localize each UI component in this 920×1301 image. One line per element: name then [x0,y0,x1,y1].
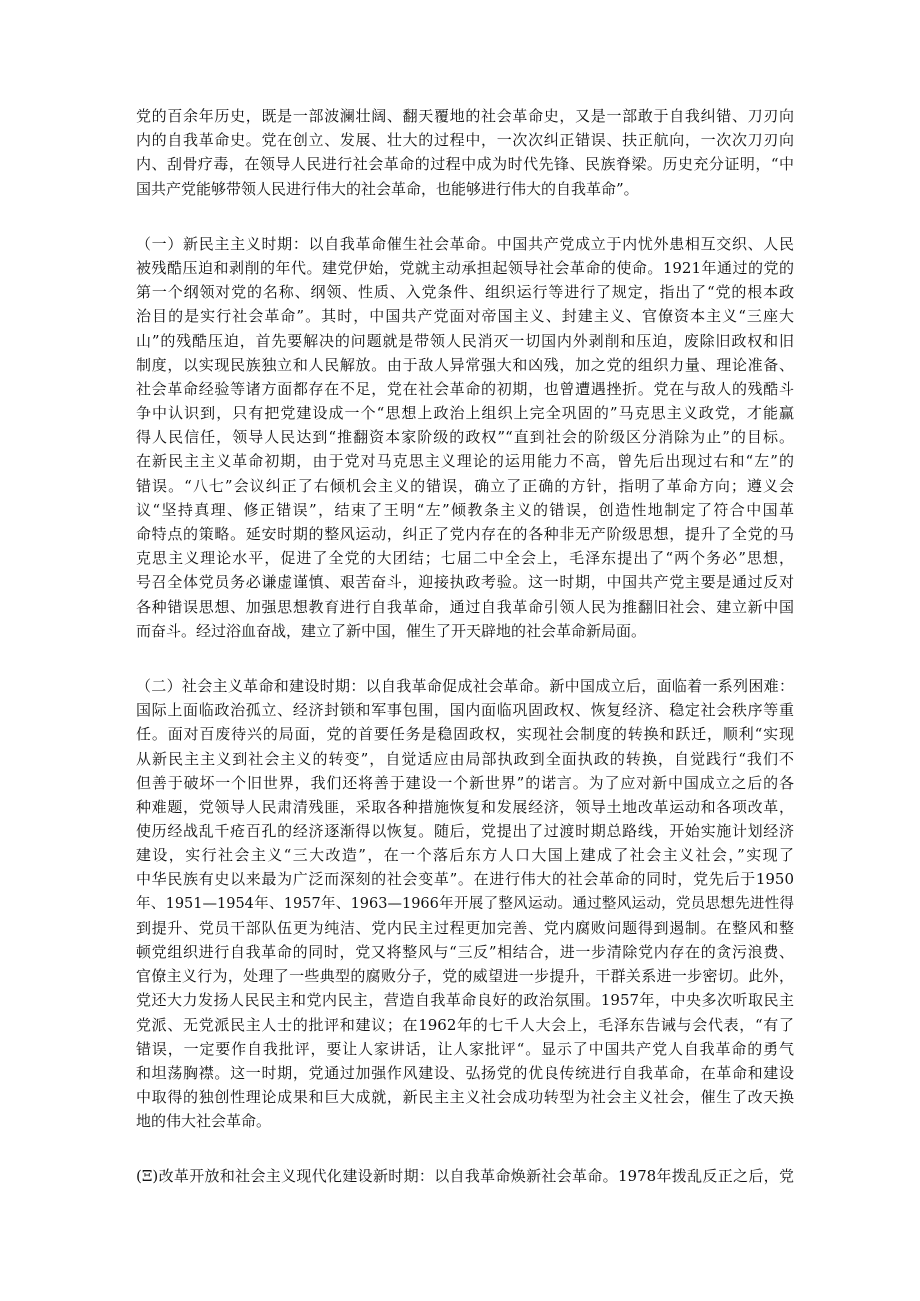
text-line: 制度，以实现民族独立和人民解放。由于敌人异常强大和凶残，加之党的组织力量、理论准备、 [136,355,794,374]
text-line: 种难题，党领导人民肃清残匪，采取各种措施恢复和发展经济，领导土地改革运动和各项改革， [136,797,794,816]
text-line: 和坦荡胸襟。这一时期，党通过加强作风建设、弘扬党的优良传统进行自我革命，在革命和建设 [136,1063,794,1082]
text-line: 官僚主义行为，处理了一些典型的腐败分子，党的威望进一步提升，干群关系进一步密切。此外， [136,967,794,986]
text-line: 国际上面临政治孤立、经济封锁和军事包围，国内面临巩固政权、恢复经济、稳定社会秩序等重 [136,701,794,720]
text-line: 命特点的策略。延安时期的整风运动，纠正了党内存在的各种非无产阶级思想，提升了全党的马 [136,525,794,543]
text-line: 党的百余年历史，既是一部波澜壮阔、翻天覆地的社会革命史，又是一部敢于自我纠错、刀刃向 [136,107,794,125]
text-line: 年、1951—1954年、1957年、1963—1966年开展了整风运动。通过整风运动，党员思想先进性得 [136,895,794,912]
text-line: 顿党组织进行自我革命的同时，党又将整风与“三反”相结合，进一步清除党内存在的贪污浪费、 [136,943,794,961]
text-line: 第一个纲领对党的名称、纲领、性质、入党条件、组织运行等进行了规定，指出了“党的根本政 [136,283,794,302]
text-line: 到提升、党员干部队伍更为纯洁、党内民主过程更加完善、党内腐败问题得到遏制。在整风和整 [136,918,794,937]
text-line: 但善于破坏一个旧世界，我们还将善于建设一个新世界”的诺言。为了应对新中国成立之后的各 [136,773,794,792]
text-line: 地的伟大社会革命。 [136,1112,272,1131]
text-line: 得人民信任，领导人民达到“推翻资本家阶级的政权”“直到社会的阶级区分消除为止”的目标。 [136,428,794,447]
text-line: 内的自我革命史。党在创立、发展、壮大的过程中，一次次纠正错误、扶正航向，一次次刀刃向 [136,131,794,150]
section-2-paragraph [136,674,794,1134]
text-line: 国共产党能够带领人民进行伟大的社会革命，也能够进行伟大的自我革命”。 [136,179,639,198]
text-line: 山”的残酷压迫，首先要解决的问题就是带领人民消灭一切国内外剥削和压迫，废除旧政权和旧 [136,331,794,350]
text-line: 党还大力发扬人民民主和党内民主，营造自我革命良好的政治氛围。1957年，中央多次听取民主 [136,991,794,1010]
text-line: 号召全体党员务必谦虚谨慎、艰苦奋斗，迎接执政考验。这一时期，中国共产党主要是通过反对 [136,573,794,592]
section-3-paragraph [136,1164,794,1188]
text-line: (Ξ)改革开放和社会主义现代化建设新时期：以自我革命焕新社会革命。1978年拨乱反正之后，党 [136,1166,794,1185]
text-line: （二）社会主义革命和建设时期：以自我革命促成社会革命。新中国成立后，面临着一系列困难： [136,676,794,695]
text-line: 错误。“八七”会议纠正了右倾机会主义的错误，确立了正确的方针，指明了革命方向；遵义会 [136,476,794,495]
text-line: 社会革命经验等诸方面都存在不足，党在社会革命的初期，也曾遭遇挫折。党在与敌人的残酷斗 [136,379,794,398]
text-line: 议“坚持真理、修正错误”，结束了王明“左”倾教条主义的错误，创造性地制定了符合中国革 [136,500,794,519]
text-line: 在新民主主义革命初期，由于党对马克思主义理论的运用能力不高，曾先后出现过右和“左”的 [136,452,794,471]
text-line: 中取得的独创性理论成果和巨大成就，新民主主义社会成功转型为社会主义社会，催生了改天换 [136,1088,794,1107]
text-line: 争中认识到，只有把党建设成一个“思想上政治上组织上完全巩固的”马克思主义政党，才能赢 [136,404,794,423]
section-1-paragraph [136,232,794,643]
text-line: 内、刮骨疗毒，在领导人民进行社会革命的过程中成为时代先锋、民族脊梁。历史充分证明，“中 [136,155,794,174]
text-line: 建设，实行社会主义“三大改造”，在一个落后东方人口大国上建成了社会主义社会，”实现了 [136,846,794,865]
text-line: 各种错误思想、加强思想教育进行自我革命，通过自我革命引领人民为推翻旧社会、建立新中国 [136,597,794,616]
text-line: 错误，一定要作自我批评，要让人家讲话，让人家批评“。显示了中国共产党人自我革命的勇气 [136,1039,794,1058]
text-line: 从新民主主义到社会主义的转变”，自觉适应由局部执政到全面执政的转换，自觉践行“我们不 [136,749,794,768]
text-line: 党派、无党派民主人士的批评和建议；在1962年的七千人大会上，毛泽东告诫与会代表，“有了 [136,1015,794,1034]
document-page [136,104,794,1188]
text-line: 克思主义理论水平，促进了全党的大团结；七届二中全会上，毛泽东提出了“两个务必”思想， [136,549,794,568]
text-line: 使历经战乱千疮百孔的经济逐渐得以恢复。随后，党提出了过渡时期总路线，开始实施计划经济 [136,822,794,841]
text-line: 中华民族有史以来最为广泛而深刻的社会变革”。在进行伟大的社会革命的同时，党先后于1950 [136,870,794,889]
text-line: 任。面对百废待兴的局面，党的首要任务是稳固政权，实现社会制度的转换和跃迁，顺利“实现 [136,725,794,744]
text-line: 治目的是实行社会革命”。其时，中国共产党面对帝国主义、封建主义、官僚资本主义“三座大 [136,307,794,326]
intro-paragraph [136,104,794,201]
text-line: 被残酷压迫和剥削的年代。建党伊始，党就主动承担起领导社会革命的使命。1921年通过的党的 [136,258,794,277]
text-line: （一）新民主主义时期：以自我革命催生社会革命。中国共产党成立于内忧外患相互交织、人民 [136,234,794,253]
text-line: 而奋斗。经过浴血奋战，建立了新中国，催生了开天辟地的社会革命新局面。 [136,621,647,640]
